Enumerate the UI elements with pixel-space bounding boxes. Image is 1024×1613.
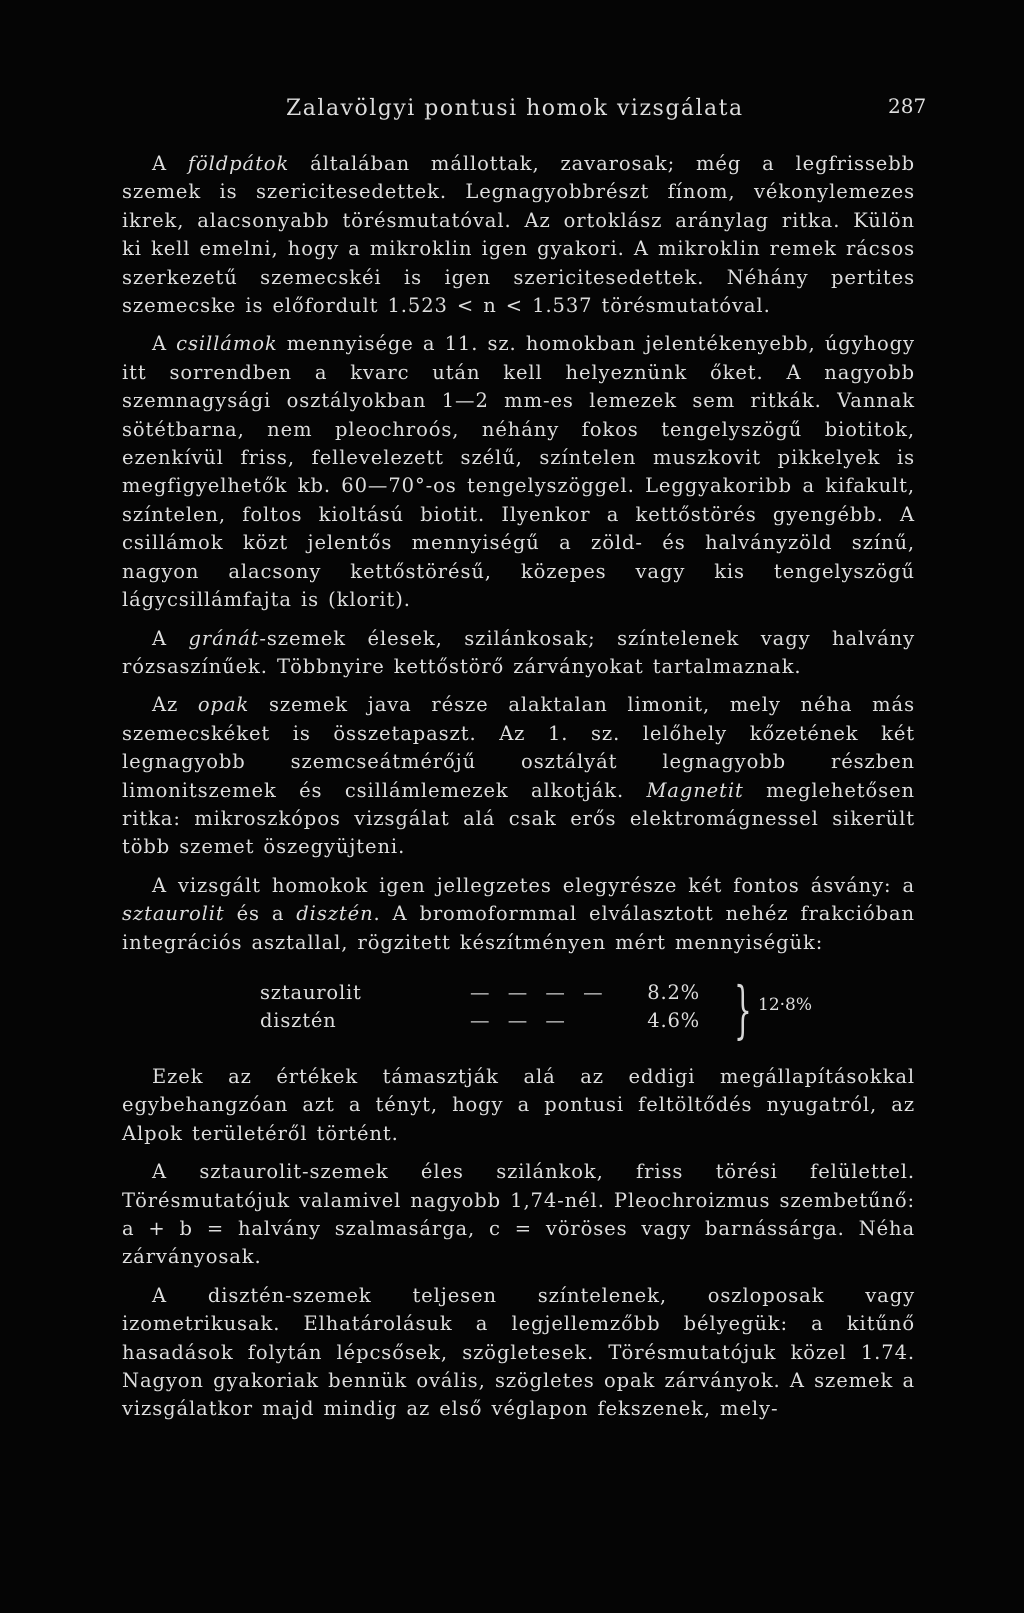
leader-dashes: — — — [470,1008,571,1032]
paragraph-heavy-minerals: A vizsgált homokok igen jellegzetes elegyrésze két fontos ásvány: a sztaurolit és a disztén. A bromoformmal elválasztott nehéz frakcióban integrációs asztallal, rögzitett készítményen mért mennyiségük: [122,873,915,954]
page-header [0,96,1024,128]
mineral-value: 4.6% [647,1008,700,1032]
term-csillamok: csillámok [176,332,278,356]
mineral-row-diszten [260,1009,700,1032]
term-opak: opak [197,693,250,717]
body-text [122,150,915,1424]
total-brace: } [734,972,752,1046]
page-number: 287 [888,94,927,118]
paragraph-staurolite: A sztaurolit-szemek éles szilánkok, friss törési felülettel. Törésmutatójuk valamivel nagyobb 1,74-nél. Pleochroizmus szembetűnő: a + b = halvány szalmasárga, c = vöröses vagy barnássárga. Néha zárványosak. [122,1160,915,1269]
running-title: Zalavölgyi pontusi homok vizsgálata [286,96,744,121]
paragraph-opaque: Az opak szemek java része alaktalan limonit, mely néha más szemecskéket is összetapaszt. Az 1. sz. lelőhely kőzetének két legnagyobb szemcseátmérőjű osztályát legnagyobb részben limonitszemek és csillámlemezek alkotják. Magnetit meglehetősen ritka: mikroszkópos vizsgálat alá csak erős elektromágnessel sikerült több szemet öszegyüjteni. [122,693,915,859]
mineral-name: sztaurolit [260,980,362,1004]
term-magnetit: Magnetit [646,778,744,802]
mineral-name: disztén [260,1008,337,1032]
term-sztaurolit: sztaurolit [122,902,225,926]
paragraph-kyanite: A disztén-szemek teljesen színtelenek, oszloposak vagy izometrikusak. Elhatárolásuk a legjellemzőbb bélyegük: a kitűnő hasadások folytán lépcsősek, szögletesek. Törésmutatójuk közel 1.74. Nagyon gyakoriak bennük ovális, szögletes opak zárványok. A szemek a vizsgálatkor majd mindig az első véglapon fekszenek, mely- [122,1283,915,1421]
term-diszten: disztén [296,902,374,926]
term-foldpatok: földpátok [187,152,290,175]
paragraph-feldspars: A földpátok általában mállottak, zavarosak; még a legfrissebb szemek is szericitesedettek. Legnagyobbrészt fínom, vékonylemezes ikrek, alacsonyabb törésmutatóval. Az ortoklász aránylag ritka. Külön ki kell emelni, hogy a mikroklin igen gyakori. A mikroklin remek rácsos szerkezetű szemecskéi is igen szericitesedettek. Néhány pertites szemecske is előfordult 1.523 < n < 1.537 törésmutatóval. [122,152,915,318]
paragraph-garnet: A gránát-szemek élesek, szilánkosak; színtelenek vagy halvány rózsaszínűek. Többnyire kettőstörő zárványokat tartalmaznak. [122,626,915,678]
mineral-value: 8.2% [647,980,700,1004]
paragraph-conclusion: Ezek az értékek támasztják alá az eddigi megállapításokkal egybehangzóan azt a tényt, hogy a pontusi feltöltődés nyugatról, az Alpok területéről történt. [122,1064,915,1145]
paragraph-micas: A csillámok mennyisége a 11. sz. homokban jelentékenyebb, úgyhogy itt sorrendben a kvarc után kell helyeznünk őket. A nagyobb szemnagysági osztályokban 1—2 mm-es lemezek sem ritkák. Vannak sötétbarna, nem pleochroós, néhány fokos tengelyszögű biotitok, ezenkívül friss, fellevelezett szélű, színtelen muszkovit pikkelyek is megfigyelhetők kb. 60—70°-os tengelyszöggel. Leggyakoribb a kifakult, színtelen, foltos kioltású biotit. Ilyenkor a kettőstörés gyengébb. A csillámok közt jelentős mennyiségű a zöld- és halványzöld színű, nagyon alacsony kettőstörésű, közepes vagy kis tengelyszögű lágycsillámfajta is (klorit). [122,332,915,612]
mineral-total: 12·8% [758,994,813,1015]
mineral-row-sztaurolit [260,981,700,1004]
leader-dashes: — — — — [470,980,609,1004]
term-granat: gránát [188,626,260,650]
mineral-table [122,971,915,1051]
